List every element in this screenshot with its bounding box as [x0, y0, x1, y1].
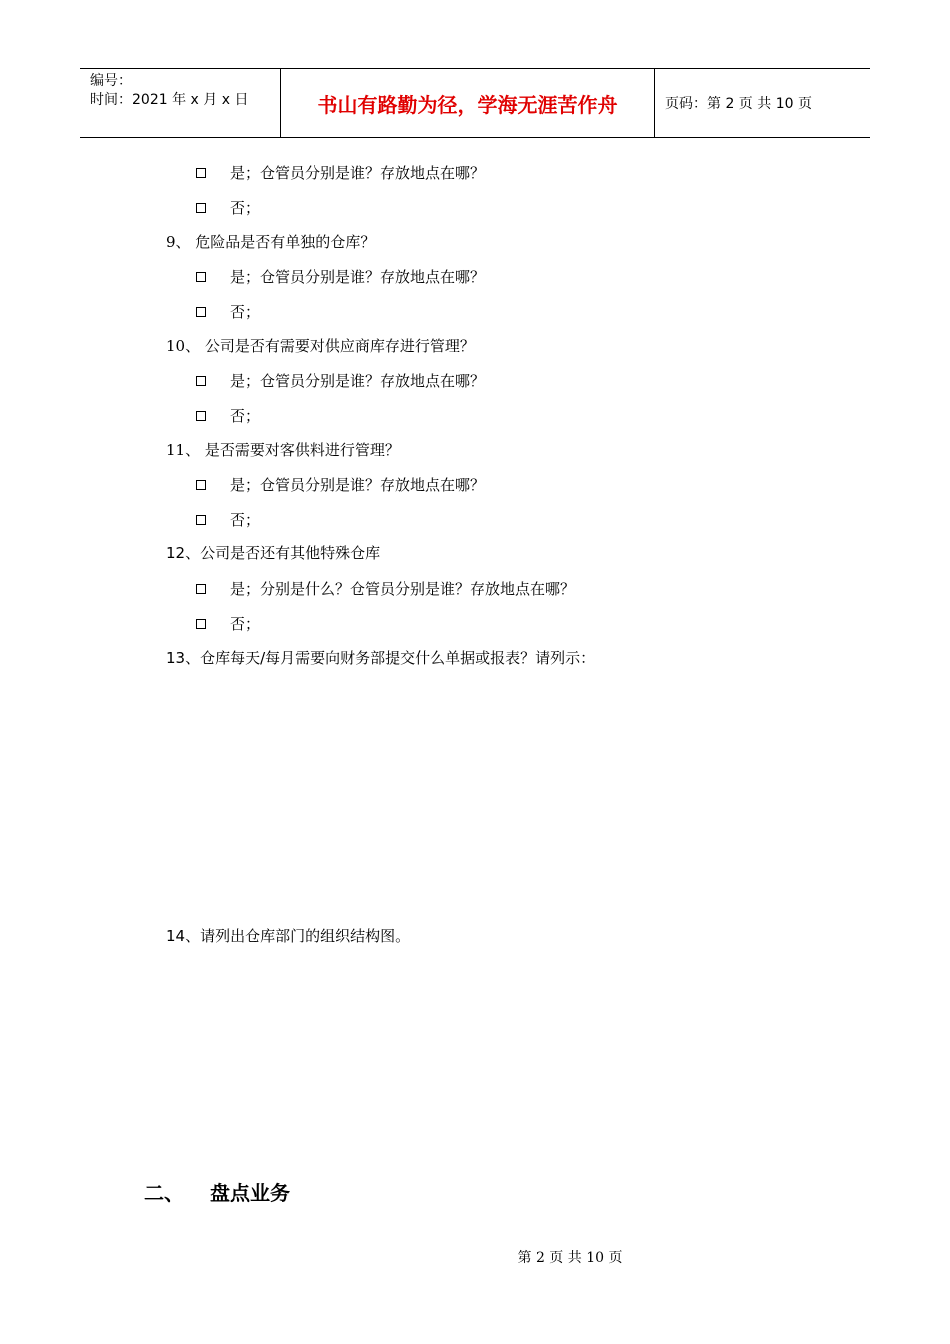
option-label: 否； [230, 407, 261, 425]
option-yes [196, 474, 485, 495]
header-motto: 书山有路勤为径，学海无涯苦作舟 [281, 69, 655, 137]
option-yes [196, 578, 575, 599]
checkbox-icon[interactable] [196, 584, 206, 594]
option-label: 否； [230, 511, 261, 529]
checkbox-icon[interactable] [196, 376, 206, 386]
question-12: 12、公司是否还有其他特殊仓库 [166, 544, 381, 562]
section-heading [144, 1177, 290, 1206]
checkbox-icon[interactable] [196, 619, 206, 629]
option-no [196, 613, 260, 634]
option-yes [196, 266, 485, 287]
option-no [196, 405, 260, 426]
question-14: 14、请列出仓库部门的组织结构图。 [166, 927, 411, 945]
checkbox-icon[interactable] [196, 515, 206, 525]
option-no [196, 509, 260, 530]
option-label: 否； [230, 615, 261, 633]
option-label: 否； [230, 199, 261, 217]
header-page-info: 页码：第 2 页 共 10 页 [665, 96, 812, 112]
option-label: 是；仓管员分别是谁？存放地点在哪？ [230, 476, 486, 494]
question-13: 13、仓库每天/每月需要向财务部提交什么单据或报表？请列示： [166, 649, 596, 667]
option-label: 是；仓管员分别是谁？存放地点在哪？ [230, 164, 486, 182]
section-title: 盘点业务 [210, 1181, 290, 1205]
time-label: 时间：2021 年 x 月 x 日 [90, 92, 249, 108]
option-label: 是；分别是什么？仓管员分别是谁？存放地点在哪？ [230, 580, 576, 598]
question-10: 10、 公司是否有需要对供应商库存进行管理？ [166, 337, 475, 355]
checkbox-icon[interactable] [196, 307, 206, 317]
checkbox-icon[interactable] [196, 203, 206, 213]
question-11: 11、 是否需要对客供料进行管理？ [166, 441, 400, 459]
option-no [196, 197, 260, 218]
option-yes [196, 370, 485, 391]
option-label: 否； [230, 303, 261, 321]
option-label: 是；仓管员分别是谁？存放地点在哪？ [230, 268, 486, 286]
section-number: 二、 [144, 1181, 184, 1205]
checkbox-icon[interactable] [196, 411, 206, 421]
page-header [80, 68, 870, 138]
checkbox-icon[interactable] [196, 272, 206, 282]
number-label: 编号： [90, 73, 132, 89]
checkbox-icon[interactable] [196, 480, 206, 490]
option-label: 是；仓管员分别是谁？存放地点在哪？ [230, 372, 486, 390]
checkbox-icon[interactable] [196, 168, 206, 178]
option-yes [196, 162, 485, 183]
question-9: 9、 危险品是否有单独的仓库？ [166, 233, 376, 251]
option-no [196, 301, 260, 322]
page-footer: 第 2 页 共 10 页 [517, 1250, 623, 1266]
header-meta [80, 69, 281, 137]
